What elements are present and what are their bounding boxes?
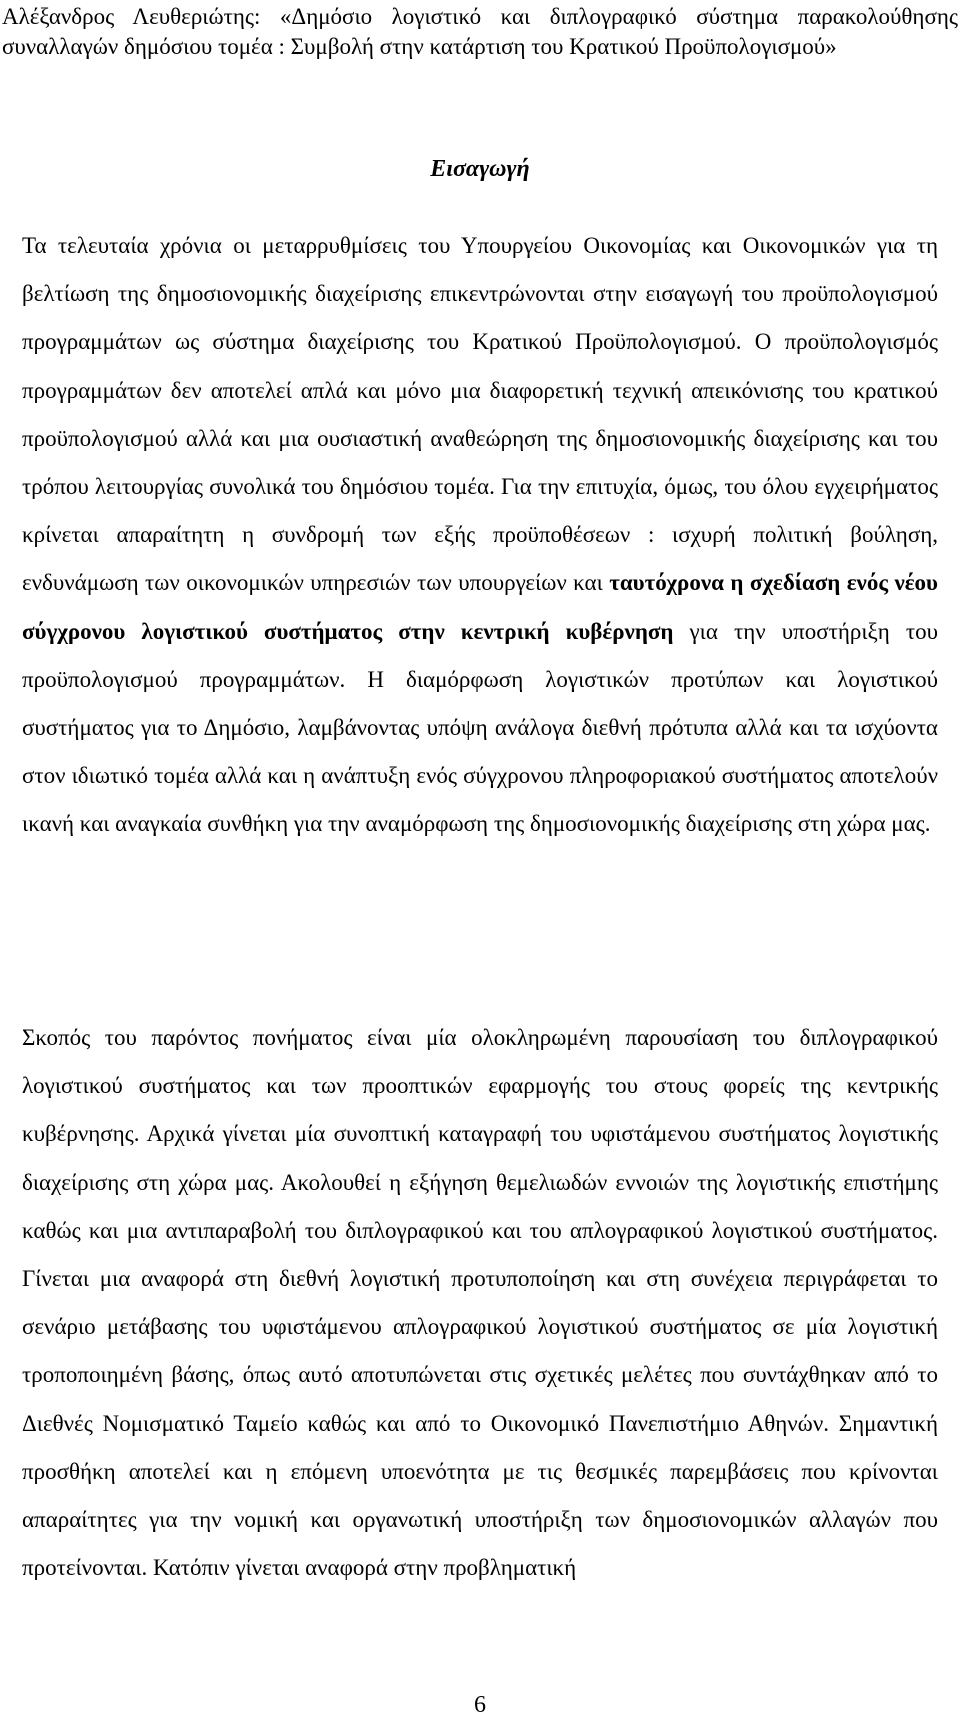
section-title: Εισαγωγή: [430, 156, 530, 182]
paragraph-introduction: [22, 222, 938, 849]
emphasized-text: ταυτόχρονα η σχεδίαση ενός νέου σύγχρονου λογιστικού συστήματος στην κεντρική κυβέρνηση: [22, 570, 938, 644]
paragraph-text: για την υποστήριξη του προϋπολογισμού προγραμμάτων. Η διαμόρφωση λογιστικών προτύπων και λογιστικού συστήματος για το Δημόσιο, λαμβάνοντας υπόψη ανάλογα διεθνή πρότυπα αλλά και τα ισχύοντα στον ιδιωτικό τομέα αλλά και η ανάπτυξη ενός σύγχρονου πληροφοριακού συστήματος αποτελούν ικανή και αναγκαία συνθήκη για την αναμόρφωση της δημοσιονομικής διαχείρισης στη χώρα μας.: [22, 618, 938, 837]
paragraph-purpose: Σκοπός του παρόντος πονήματος είναι μία ολοκληρωμένη παρουσίαση του διπλογραφικού λογιστικού συστήματος και των προοπτικών εφαρμογής του στους φορείς της κεντρικής κυβέρνησης. Αρχικά γίνεται μία συνοπτική καταγραφή του υφιστάμενου συστήματος λογιστικής διαχείρισης στη χώρα μας. Ακολουθεί η εξήγηση θεμελιωδών εννοιών της λογιστικής επιστήμης καθώς και μια αντιπαραβολή του διπλογραφικού και του απλογραφικού λογιστικού συστήματος. Γίνεται μια αναφορά στη διεθνή λογιστική προτυποποίηση και στη συνέχεια περιγράφεται το σενάριο μετάβασης του υφιστάμενου απλογραφικού λογιστικού συστήματος σε μία λογιστική τροποποιημένη βάσης, όπως αυτό αποτυπώνεται στις σχετικές μελέτες που συντάχθηκαν από το Διεθνές Νομισματικό Ταμείο καθώς και από το Οικονομικό Πανεπιστήμιο Αθηνών. Σημαντική προσθήκη αποτελεί και η επόμενη υποενότητα με τις θεσμικές παρεμβάσεις που κρίνονται απαραίτητες για την νομική και οργανωτική υποστήριξη των δημοσιονομικών αλλαγών που προτείνονται. Κατόπιν γίνεται αναφορά στην προβληματική: [22, 1025, 938, 1581]
page-number: 6: [474, 1692, 486, 1718]
running-header: Αλέξανδρος Λευθεριώτης: «Δημόσιο λογιστικό και διπλογραφικό σύστημα παρακολούθησης συναλλαγών δημόσιου τομέα : Συμβολή στην κατάρτιση του Κρατικού Προϋπολογισμού»: [2, 4, 958, 59]
paragraph-text: Τα τελευταία χρόνια οι μεταρρυθμίσεις του Υπουργείου Οικονομίας και Οικονομικών για τη βελτίωση της δημοσιονομικής διαχείρισης επικεντρώνονται στην εισαγωγή του προϋπολογισμού προγραμμάτων ως σύστημα διαχείρισης του Κρατικού Προϋπολογισμού. Ο προϋπολογισμός προγραμμάτων δεν αποτελεί απλά και μόνο μια διαφορετική τεχνική απεικόνισης του κρατικού προϋπολογισμού αλλά και μια ουσιαστική αναθεώρηση της δημοσιονομικής διαχείρισης και του τρόπου λειτουργίας συνολικά του δημόσιου τομέα. Για την επιτυχία, όμως, του όλου εγχειρήματος κρίνεται απαραίτητη η συνδρομή των εξής προϋποθέσεων : ισχυρή πολιτική βούληση, ενδυνάμωση των οικονομικών υπηρεσιών των υπουργείων και: [22, 233, 938, 596]
